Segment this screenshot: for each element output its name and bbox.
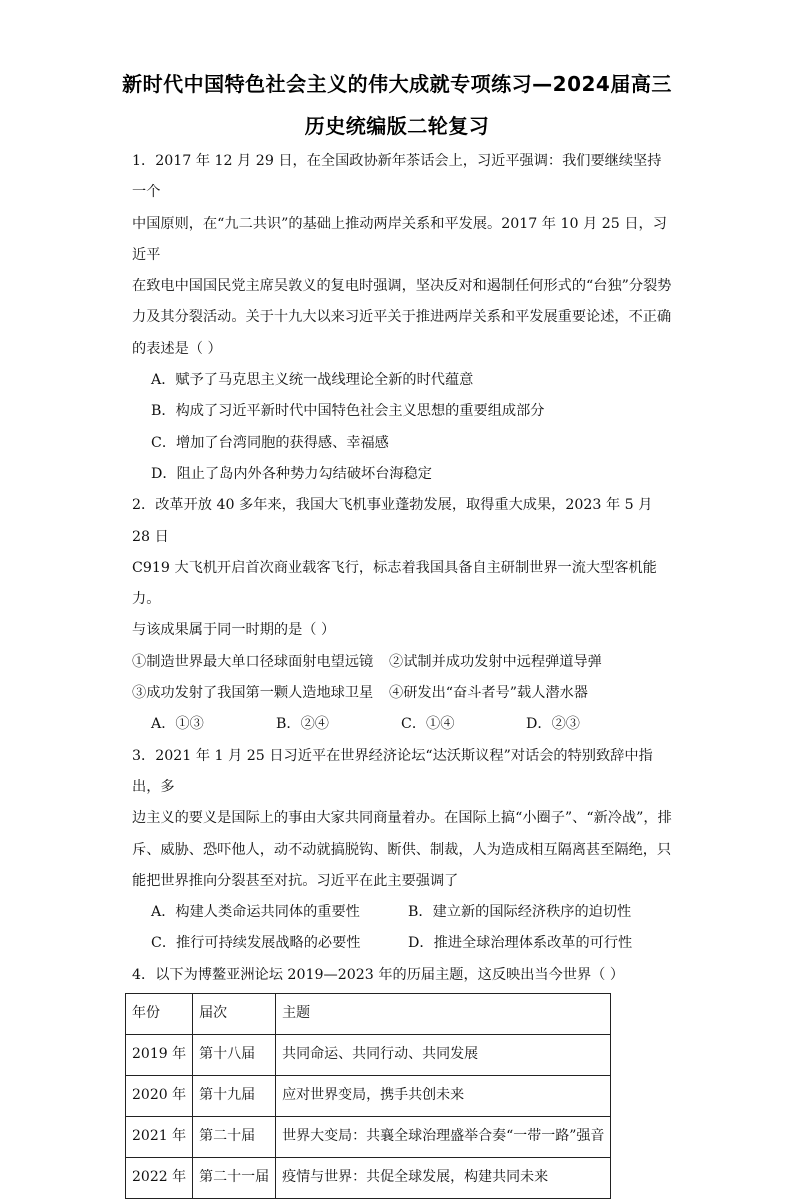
doc-title-line1: 新时代中国特色社会主义的伟大成就专项练习—2024届高三 bbox=[122, 72, 672, 96]
q3-option-c: C．推行可持续发展战略的必要性 bbox=[151, 935, 361, 952]
q1-option-d: D．阻止了岛内外各种势力勾结破坏台海稳定 bbox=[151, 465, 432, 482]
table-header-row bbox=[126, 994, 611, 1035]
question-content bbox=[132, 146, 672, 1199]
q1-option-c: C．增加了台湾同胞的获得感、幸福感 bbox=[151, 434, 389, 451]
table-cell: 应对世界变局，携手共创未来 bbox=[276, 1076, 611, 1117]
table-row bbox=[126, 1158, 611, 1199]
q1-option-a: A．赋予了马克思主义统一战线理论全新的时代蕴意 bbox=[151, 372, 474, 389]
table-cell: 第二十届 bbox=[193, 1117, 276, 1158]
q2-options-row bbox=[151, 709, 672, 740]
table-header-cell: 主题 bbox=[276, 994, 611, 1035]
table-cell: 世界大变局：共襄全球治理盛举合奏“一带一路”强音 bbox=[276, 1117, 611, 1158]
q2-items-row bbox=[132, 647, 672, 678]
table-cell: 2019 年 bbox=[126, 1035, 193, 1076]
q1-stem-line: 1．2017 年 12 月 29 日，在全国政协新年茶话会上，习近平强调：我们要继续坚持一个 bbox=[132, 153, 662, 201]
table-cell: 共同命运、共同行动、共同发展 bbox=[276, 1035, 611, 1076]
table-cell: 2022 年 bbox=[126, 1158, 193, 1199]
table-header-cell: 年份 bbox=[126, 994, 193, 1035]
q2-option-d: D．②③ bbox=[526, 716, 580, 733]
q3-stem-line: 能把世界推向分裂甚至对抗。习近平在此主要强调了 bbox=[132, 872, 459, 889]
q1-stem-line: 中国原则，在“九二共识”的基础上推动两岸关系和平发展。2017 年 10 月 25 日，习近平 bbox=[132, 215, 667, 263]
q2-stem-line: 与该成果属于同一时期的是（ ） bbox=[132, 622, 336, 639]
q2-stem-line: 2．改革开放 40 多年来，我国大飞机事业蓬勃发展，取得重大成果，2023 年 5 月 28 日 bbox=[132, 497, 653, 545]
q3-stem-line: 3．2021 年 1 月 25 日习近平在世界经济论坛“达沃斯议程”对话会的特别致辞中指出，多 bbox=[132, 747, 653, 795]
q3-stem-line: 边主义的要义是国际上的事由大家共同商量着办。在国际上搞“小圈子”、“新冷战”，排 bbox=[132, 810, 672, 827]
q1-option-b: B．构成了习近平新时代中国特色社会主义思想的重要组成部分 bbox=[151, 403, 545, 420]
table-cell: 第十九届 bbox=[193, 1076, 276, 1117]
table-row bbox=[126, 1076, 611, 1117]
q2-option-a: A．①③ bbox=[151, 716, 204, 733]
q2-option-b: B．②④ bbox=[276, 716, 329, 733]
q1-stem-line: 在致电中国国民党主席吴敦义的复电时强调，坚决反对和遏制任何形式的“台独”分裂势 bbox=[132, 278, 672, 295]
question-4 bbox=[132, 960, 672, 1199]
q2-option-c: C．①④ bbox=[401, 716, 455, 733]
table-cell: 第十八届 bbox=[193, 1035, 276, 1076]
table-cell: 疫情与世界：共促全球发展，构建共同未来 bbox=[276, 1158, 611, 1199]
q4-stem: 4．以下为博鳌亚洲论坛 2019—2023 年的历届主题，这反映出当今世界（ ） bbox=[132, 966, 625, 983]
table-cell: 2020 年 bbox=[126, 1076, 193, 1117]
q2-item-1: ①制造世界最大单口径球面射电望远镜 bbox=[132, 653, 374, 670]
question-2 bbox=[132, 490, 672, 740]
q2-item-3: ③成功发射了我国第一颗人造地球卫星 bbox=[132, 685, 374, 702]
q3-stem-line: 斥、威胁、恐吓他人，动不动就搞脱钩、断供、制裁，人为造成相互隔离甚至隔绝，只 bbox=[132, 841, 672, 858]
q3-options-row bbox=[151, 928, 672, 959]
q1-stem-line: 的表述是（ ） bbox=[132, 340, 222, 357]
q2-items-row bbox=[132, 678, 672, 709]
q2-item-4: ④研发出“奋斗者号”载人潜水器 bbox=[389, 685, 588, 702]
forum-themes-table bbox=[125, 993, 611, 1199]
table-header-cell: 届次 bbox=[193, 994, 276, 1035]
doc-title-line2: 历史统编版二轮复习 bbox=[304, 114, 490, 138]
question-3 bbox=[132, 741, 672, 960]
table-cell: 第二十一届 bbox=[193, 1158, 276, 1199]
table-row bbox=[126, 1035, 611, 1076]
q3-option-b: B．建立新的国际经济秩序的迫切性 bbox=[408, 904, 632, 921]
table-cell: 2021 年 bbox=[126, 1117, 193, 1158]
question-1 bbox=[132, 146, 672, 490]
q3-options-row bbox=[151, 897, 672, 928]
q1-stem-line: 力及其分裂活动。关于十九大以来习近平关于推进两岸关系和平发展重要论述，不正确 bbox=[132, 309, 672, 326]
q2-item-2: ②试制并成功发射中远程弹道导弹 bbox=[389, 653, 602, 670]
q3-option-a: A．构建人类命运共同体的重要性 bbox=[151, 904, 360, 921]
q2-stem-line: C919 大飞机开启首次商业载客飞行，标志着我国具备自主研制世界一流大型客机能力。 bbox=[132, 559, 657, 608]
q3-option-d: D．推进全球治理体系改革的可行性 bbox=[408, 935, 633, 952]
